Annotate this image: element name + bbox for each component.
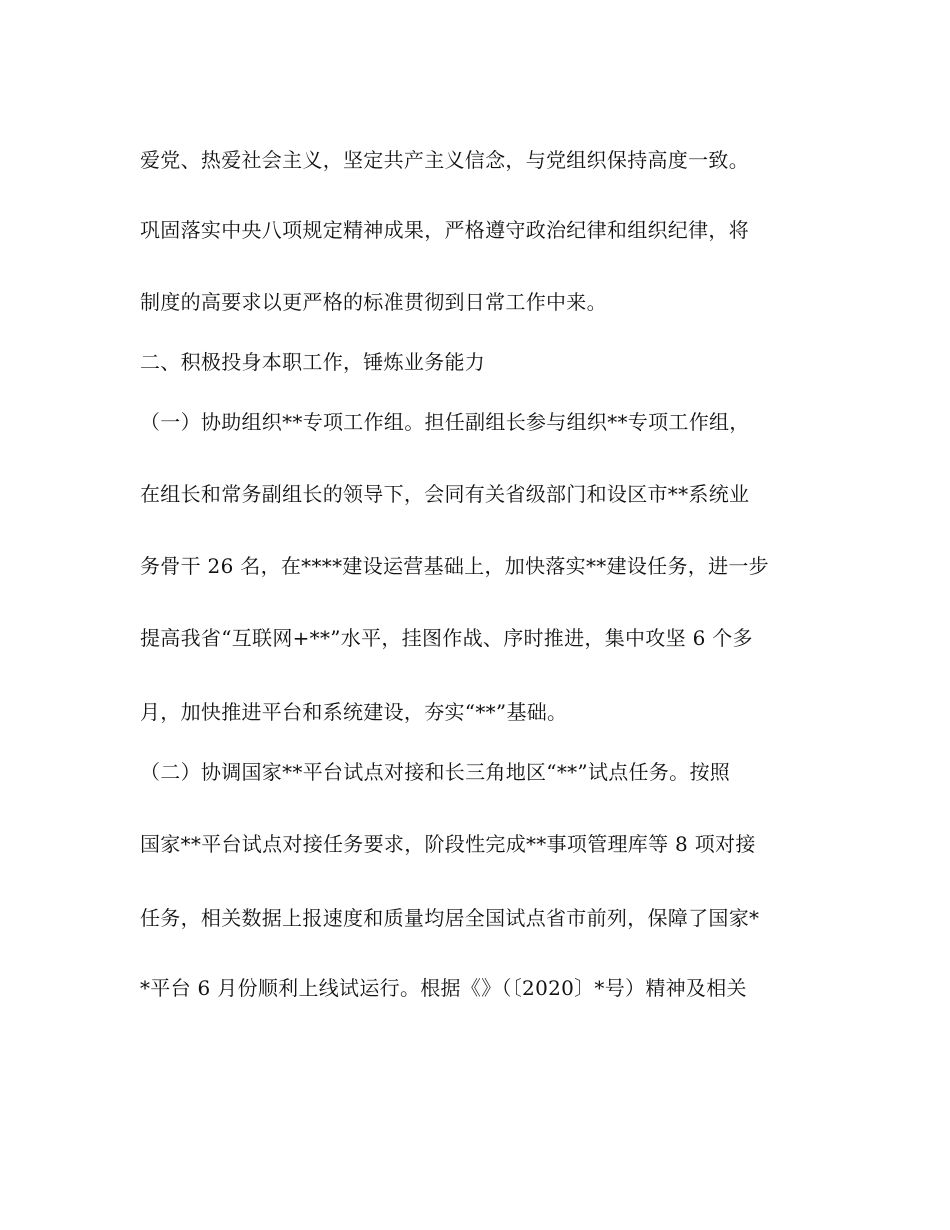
text-line: 国家**平台试点对接任务要求，阶段性完成**事项管理库等 8 项对接 xyxy=(140,832,756,856)
text-line: 在组长和常务副组长的领导下，会同有关省级部门和设区市**系统业 xyxy=(140,482,750,506)
text-line: 务骨干 26 名，在****建设运营基础上，加快落实**建设任务，进一步 xyxy=(140,554,769,578)
text-line: *平台 6 月份顺利上线试运行。根据《》（〔2020〕*号）精神及相关 xyxy=(140,976,747,1000)
text-line: （一）协助组织**专项工作组。担任副组长参与组织**专项工作组， xyxy=(140,410,750,434)
text-line: 爱党、热爱社会主义，坚定共产主义信念，与党组织保持高度一致。 xyxy=(140,148,749,172)
text-line: 任务，相关数据上报速度和质量均居全国试点省市前列，保障了国家* xyxy=(140,906,760,930)
text-line: （二）协调国家**平台试点对接和长三角地区“**”试点任务。按照 xyxy=(140,760,731,784)
section-heading: 二、积极投身本职工作，锤炼业务能力 xyxy=(140,350,486,374)
text-line: 月，加快推进平台和系统建设，夯实“**”基础。 xyxy=(140,700,568,724)
text-line: 提高我省“互联网+**”水平，挂图作战、序时推进，集中攻坚 6 个多 xyxy=(140,626,753,650)
text-line: 制度的高要求以更严格的标准贯彻到日常工作中来。 xyxy=(140,290,607,314)
text-line: 巩固落实中央八项规定精神成果，严格遵守政治纪律和组织纪律，将 xyxy=(140,218,749,242)
